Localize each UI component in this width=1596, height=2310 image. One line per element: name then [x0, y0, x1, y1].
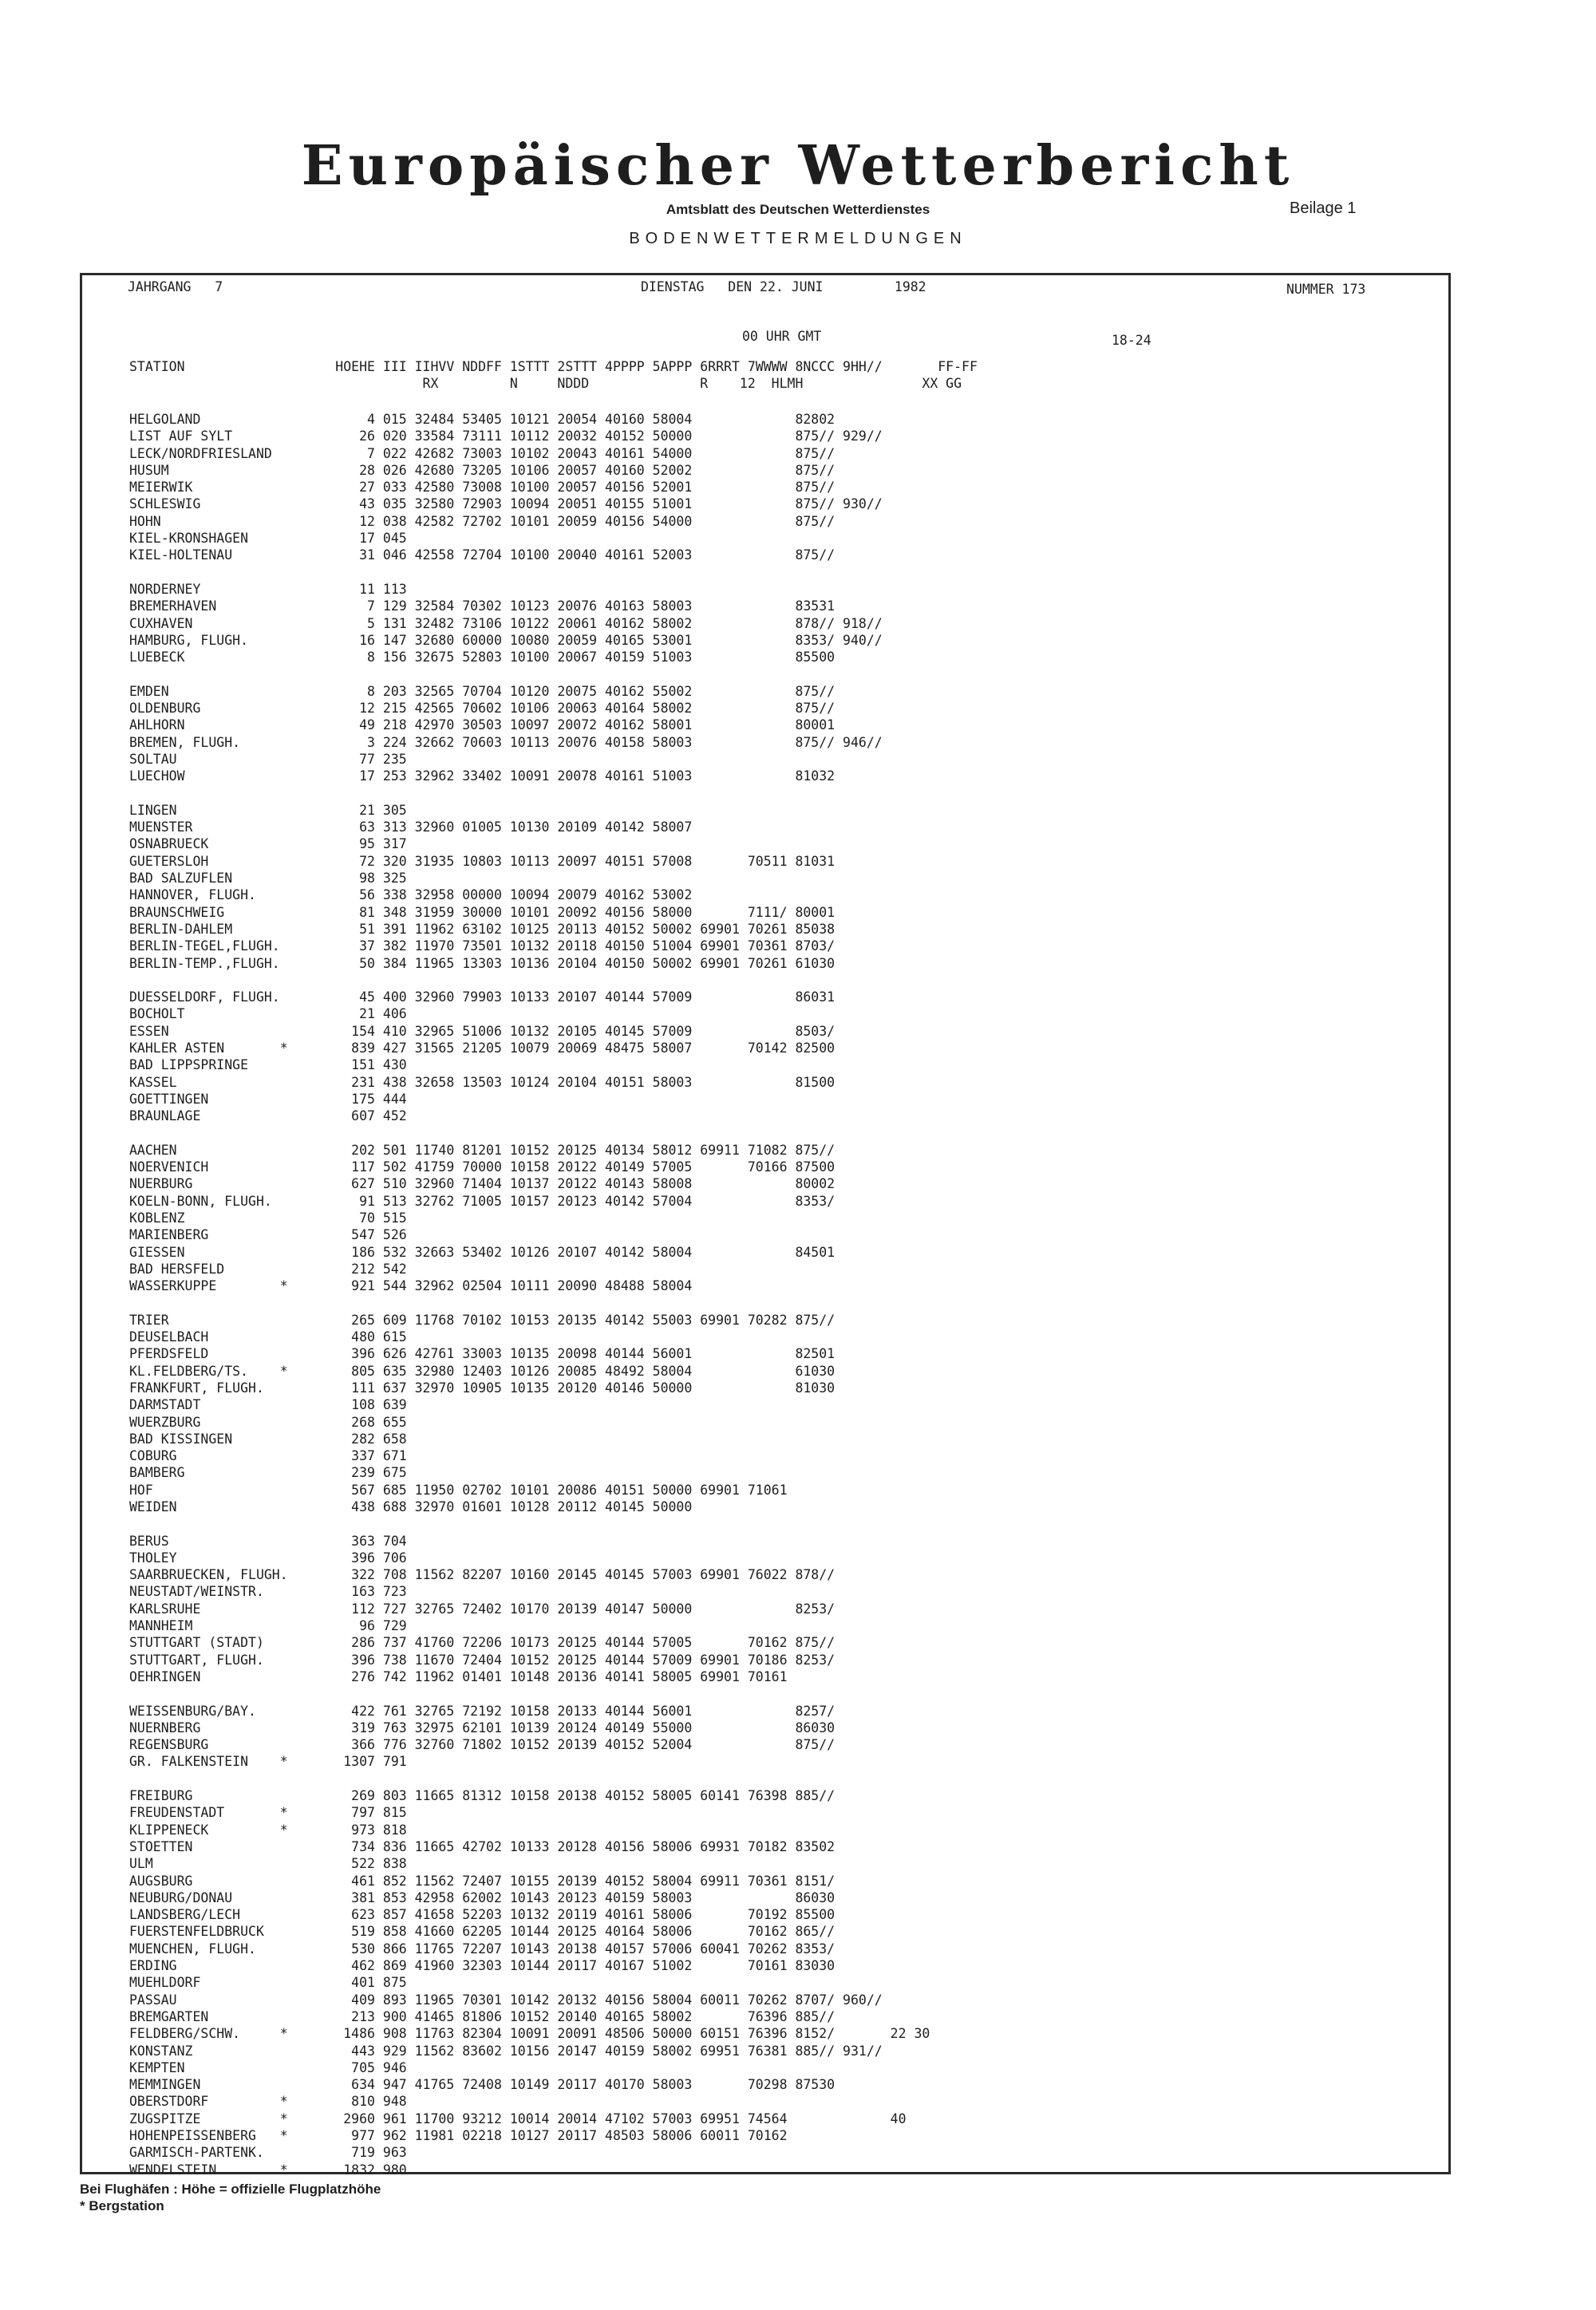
- station-row: BERLIN-TEMP.,FLUGH. 50 384 11965 13303 10136 20104 40150 50002 69901 70261 61030: [129, 955, 836, 971]
- station-row: MUENSTER 63 313 32960 01005 10130 20109 40142 58007: [129, 819, 693, 835]
- station-row: STUTTGART, FLUGH. 396 738 11670 72404 10152 20125 40144 57009 69901 70186 8253/: [129, 1652, 836, 1668]
- station-row: HELGOLAND 4 015 32484 53405 10121 20054 40160 58004 82802: [129, 412, 836, 427]
- station-row: GARMISCH-PARTENK. 719 963: [129, 2145, 407, 2161]
- station-row: AACHEN 202 501 11740 81201 10152 20125 40134 58012 69911 71082 875//: [129, 1142, 836, 1158]
- station-row: CUXHAVEN 5 131 32482 73106 10122 20061 40162 58002 878// 918//: [129, 615, 883, 631]
- volume-label: JAHRGANG 7: [128, 279, 223, 294]
- station-row: FREUDENSTADT * 797 815: [129, 1805, 407, 1821]
- station-row: NORDERNEY 11 113: [129, 581, 407, 597]
- station-row: LUECHOW 17 253 32962 33402 10091 20078 40161 51003 81032: [129, 768, 836, 784]
- group-spacer: [129, 785, 930, 802]
- period-label: 18-24: [1112, 333, 1152, 348]
- station-row: OSNABRUECK 95 317: [129, 836, 407, 852]
- station-row: KAHLER ASTEN * 839 427 31565 21205 10079 20069 48475 58007 70142 82500: [129, 1040, 836, 1056]
- station-row: MARIENBERG 547 526: [129, 1227, 407, 1243]
- station-row: BERUS 363 704: [129, 1533, 407, 1549]
- station-row: MEMMINGEN 634 947 41765 72408 10149 20117 40170 58003 70298 87530: [129, 2077, 836, 2093]
- station-row: MANNHEIM 96 729: [129, 1618, 407, 1634]
- station-row: BRAUNLAGE 607 452: [129, 1108, 407, 1124]
- station-row: BAD KISSINGEN 282 658: [129, 1431, 407, 1447]
- station-row: OLDENBURG 12 215 42565 70602 10106 20063 40164 58002 875//: [129, 701, 836, 717]
- section-heading: BODENWETTERMELDUNGEN: [629, 230, 967, 247]
- station-row: HUSUM 28 026 42680 73205 10106 20057 40160 52002 875//: [129, 462, 836, 478]
- station-row: BREMGARTEN 213 900 41465 81806 10152 20140 40165 58002 76396 885//: [129, 2008, 836, 2024]
- footnote-airports: Bei Flughäfen : Höhe = offizielle Flugplatzhöhe: [80, 2182, 381, 2197]
- station-row: GUETERSLOH 72 320 31935 10803 10113 20097 40151 57008 70511 81031: [129, 853, 836, 869]
- station-row: BERLIN-TEGEL,FLUGH. 37 382 11970 73501 10132 20118 40150 51004 69901 70361 8703/: [129, 938, 836, 954]
- station-row: LINGEN 21 305: [129, 802, 407, 818]
- column-header-line1: STATION HOEHE III IIHVV NDDFF 1STTT 2STTT 4PPPP 5APPP 6RRRT 7WWWW 8NCCC 9HH// FF-FF: [129, 359, 978, 374]
- station-row: PASSAU 409 893 11965 70301 10142 20132 40156 58004 60011 70262 8707/ 960//: [129, 1992, 883, 2008]
- station-row: BREMEN, FLUGH. 3 224 32662 70603 10113 20076 40158 58003 875// 946//: [129, 734, 883, 750]
- group-spacer: [129, 1515, 930, 1532]
- station-row: ESSEN 154 410 32965 51006 10132 20105 40145 57009 8503/: [129, 1023, 836, 1039]
- station-row: REGENSBURG 366 776 32760 71802 10152 20139 40152 52004 875//: [129, 1737, 836, 1753]
- station-row: KOBLENZ 70 515: [129, 1210, 407, 1226]
- station-row: HOHENPEISSENBERG * 977 962 11981 02218 10127 20117 48503 58006 60011 70162: [129, 2127, 788, 2143]
- station-row: KL.FELDBERG/TS. * 805 635 32980 12403 10126 20085 48492 58004 61030: [129, 1363, 836, 1379]
- group-spacer: [129, 564, 930, 581]
- station-row: BAD SALZUFLEN 98 325: [129, 871, 407, 886]
- station-row: LANDSBERG/LECH 623 857 41658 52203 10132 20119 40161 58006 70192 85500: [129, 1907, 836, 1923]
- station-row: KLIPPENECK * 973 818: [129, 1822, 407, 1838]
- station-row: SCHLESWIG 43 035 32580 72903 10094 20051 40155 51001 875// 930//: [129, 496, 883, 512]
- station-row: EMDEN 8 203 32565 70704 10120 20075 40162 55002 875//: [129, 683, 836, 699]
- station-row: GIESSEN 186 532 32663 53402 10126 20107 40142 58004 84501: [129, 1244, 836, 1260]
- station-row: KIEL-KRONSHAGEN 17 045: [129, 531, 407, 547]
- group-spacer: [129, 1294, 930, 1311]
- station-row: BREMERHAVEN 7 129 32584 70302 10123 20076 40163 58003 83531: [129, 598, 836, 614]
- station-row: BOCHOLT 21 406: [129, 1006, 407, 1022]
- station-row: KONSTANZ 443 929 11562 83602 10156 20147 40159 58002 69951 76381 885// 931//: [129, 2043, 883, 2059]
- publisher-subtitle: Amtsblatt des Deutschen Wetterdienstes: [666, 202, 930, 217]
- station-table: [129, 411, 930, 2178]
- station-row: DUESSELDORF, FLUGH. 45 400 32960 79903 10133 20107 40144 57009 86031: [129, 989, 836, 1005]
- station-row: BAD HERSFELD 212 542: [129, 1261, 407, 1277]
- station-row: OBERSTDORF * 810 948: [129, 2094, 407, 2110]
- station-row: KOELN-BONN, FLUGH. 91 513 32762 71005 10157 20123 40142 57004 8353/: [129, 1193, 836, 1209]
- station-row: SOLTAU 77 235: [129, 751, 407, 767]
- station-row: BAD LIPPSPRINGE 151 430: [129, 1057, 407, 1073]
- group-spacer: [129, 1685, 930, 1702]
- group-spacer: [129, 1771, 930, 1787]
- station-row: KARLSRUHE 112 727 32765 72402 10170 20139 40147 50000 8253/: [129, 1601, 836, 1617]
- station-row: AUGSBURG 461 852 11562 72407 10155 20139 40152 58004 69911 70361 8151/: [129, 1873, 836, 1889]
- station-row: GOETTINGEN 175 444: [129, 1091, 407, 1107]
- station-row: DEUSELBACH 480 615: [129, 1329, 407, 1345]
- station-row: HOHN 12 038 42582 72702 10101 20059 40156 54000 875//: [129, 513, 836, 529]
- station-row: SAARBRUECKEN, FLUGH. 322 708 11562 82207 10160 20145 40145 57003 69901 76022 878//: [129, 1567, 836, 1583]
- station-row: ZUGSPITZE * 2960 961 11700 93212 10014 20014 47102 57003 69951 74564 40: [129, 2111, 907, 2126]
- station-row: NOERVENICH 117 502 41759 70000 10158 20122 40149 57005 70166 87500: [129, 1159, 836, 1175]
- station-row: FUERSTENFELDBRUCK 519 858 41660 62205 10144 20125 40164 58006 70162 865//: [129, 1924, 836, 1940]
- station-row: WEIDEN 438 688 32970 01601 10128 20112 40145 50000: [129, 1499, 693, 1514]
- station-row: LUEBECK 8 156 32675 52803 10100 20067 40159 51003 85500: [129, 650, 836, 665]
- station-row: NEUBURG/DONAU 381 853 42958 62002 10143 20123 40159 58003 86030: [129, 1889, 836, 1905]
- station-row: MUEHLDORF 401 875: [129, 1975, 407, 1991]
- station-row: BRAUNSCHWEIG 81 348 31959 30000 10101 20092 40156 58000 7111/ 80001: [129, 904, 836, 920]
- observation-time: 00 UHR GMT: [742, 329, 822, 344]
- station-row: MUENCHEN, FLUGH. 530 866 11765 72207 10143 20138 40157 57006 60041 70262 8353/: [129, 1941, 836, 1957]
- station-row: FRANKFURT, FLUGH. 111 637 32970 10905 10135 20120 40146 50000 81030: [129, 1380, 836, 1396]
- supplement-label: Beilage 1: [1290, 199, 1357, 217]
- station-row: WUERZBURG 268 655: [129, 1414, 407, 1430]
- station-row: LIST AUF SYLT 26 020 33584 73111 10112 20032 40152 50000 875// 929//: [129, 428, 883, 444]
- station-row: WENDELSTEIN * 1832 980: [129, 2162, 407, 2178]
- station-row: GR. FALKENSTEIN * 1307 791: [129, 1754, 407, 1770]
- station-row: BERLIN-DAHLEM 51 391 11962 63102 10125 20113 40152 50002 69901 70261 85038: [129, 921, 836, 937]
- station-row: PFERDSFELD 396 626 42761 33003 10135 20098 40144 56001 82501: [129, 1346, 836, 1362]
- station-row: HOF 567 685 11950 02702 10101 20086 40151 50000 69901 71061: [129, 1482, 788, 1498]
- station-row: NUERNBERG 319 763 32975 62101 10139 20124 40149 55000 86030: [129, 1720, 836, 1735]
- station-row: AHLHORN 49 218 42970 30503 10097 20072 40162 58001 80001: [129, 717, 836, 733]
- station-row: NEUSTADT/WEINSTR. 163 723: [129, 1584, 407, 1600]
- station-row: FREIBURG 269 803 11665 81312 10158 20138 40152 58005 60141 76398 885//: [129, 1788, 836, 1804]
- station-row: MEIERWIK 27 033 42580 73008 10100 20057 40156 52001 875//: [129, 480, 836, 496]
- page-title: Europäischer Wetterbericht: [301, 134, 1295, 198]
- footnote-mountain: * Bergstation: [80, 2198, 164, 2213]
- column-header-line2: RX N NDDD R 12 HLMH XX GG: [129, 376, 962, 391]
- issue-number: NUMMER 173: [1286, 282, 1366, 297]
- station-row: BAMBERG 239 675: [129, 1465, 407, 1481]
- group-spacer: [129, 972, 930, 989]
- group-spacer: [129, 665, 930, 682]
- station-row: ERDING 462 869 41960 32303 10144 20117 40167 51002 70161 83030: [129, 1958, 836, 1974]
- station-row: WASSERKUPPE * 921 544 32962 02504 10111 20090 48488 58004: [129, 1278, 693, 1294]
- station-row: STUTTGART (STADT) 286 737 41760 72206 10173 20125 40144 57005 70162 875//: [129, 1635, 836, 1651]
- station-row: COBURG 337 671: [129, 1448, 407, 1464]
- group-spacer: [129, 1124, 930, 1141]
- station-row: FELDBERG/SCHW. * 1486 908 11763 82304 10091 20091 48506 50000 60151 76396 8152/ 22 30: [129, 2026, 930, 2042]
- station-row: ULM 522 838: [129, 1856, 407, 1872]
- station-row: KIEL-HOLTENAU 31 046 42558 72704 10100 20040 40161 52003 875//: [129, 547, 836, 563]
- station-row: LECK/NORDFRIESLAND 7 022 42682 73003 10102 20043 40161 54000 875//: [129, 445, 836, 461]
- station-row: THOLEY 396 706: [129, 1550, 407, 1566]
- station-row: WEISSENBURG/BAY. 422 761 32765 72192 10158 20133 40144 56001 8257/: [129, 1703, 836, 1719]
- station-row: HANNOVER, FLUGH. 56 338 32958 00000 10094 20079 40162 53002: [129, 887, 693, 903]
- station-row: STOETTEN 734 836 11665 42702 10133 20128 40156 58006 69931 70182 83502: [129, 1838, 836, 1854]
- station-row: TRIER 265 609 11768 70102 10153 20135 40142 55003 69901 70282 875//: [129, 1312, 836, 1328]
- station-row: NUERBURG 627 510 32960 71404 10137 20122 40143 58008 80002: [129, 1176, 836, 1192]
- date-label: DIENSTAG DEN 22. JUNI 1982: [641, 279, 926, 294]
- station-row: KEMPTEN 705 946: [129, 2059, 407, 2075]
- station-row: OEHRINGEN 276 742 11962 01401 10148 20136 40141 58005 69901 70161: [129, 1668, 788, 1684]
- station-row: DARMSTADT 108 639: [129, 1397, 407, 1413]
- station-row: KASSEL 231 438 32658 13503 10124 20104 40151 58003 81500: [129, 1074, 836, 1090]
- station-row: HAMBURG, FLUGH. 16 147 32680 60000 10080 20059 40165 53001 8353/ 940//: [129, 632, 883, 648]
